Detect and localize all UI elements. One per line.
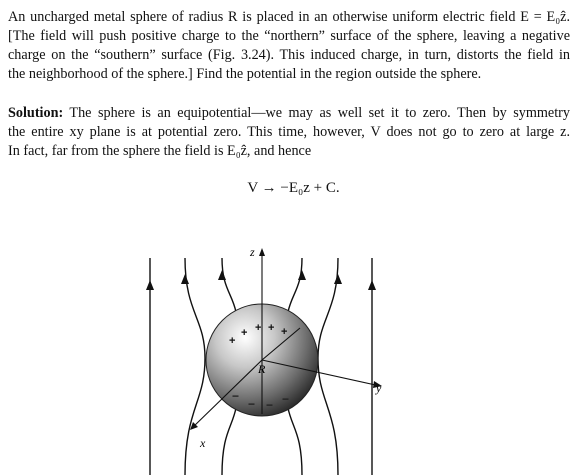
solution-line-1-text: The sphere is an equipotential—we may as well set it to zero. Then by symmetry: [63, 105, 570, 121]
solution-text: [8, 104, 570, 161]
x-axis-label: x: [200, 436, 206, 450]
field-line-right-2: [318, 258, 338, 475]
solution-line-1: [8, 104, 570, 123]
minus-sign: −: [232, 389, 240, 403]
solution-label: Solution:: [8, 105, 64, 121]
plus-sign: +: [281, 326, 288, 338]
arrow-right-2: [334, 274, 342, 284]
plus-sign: +: [229, 335, 236, 347]
problem-line-2: [The field will push positive charge to the “northern” surface of the sphere, leaving a negative: [8, 28, 570, 44]
field-arrows: [146, 270, 376, 290]
arrow-left-3: [218, 270, 226, 280]
equation: V → −E₀z + C.: [247, 180, 340, 196]
y-axis-label: y: [376, 381, 382, 395]
arrow-right-3: [298, 270, 306, 280]
solution-line-3: In fact, far from the sphere the field is E₀ẑ, and hence: [8, 143, 312, 159]
problem-line-3: charge on the “southern” surface (Fig. 3.24). This induced charge, in turn, distorts the field in: [8, 47, 570, 63]
minus-sign: −: [282, 392, 290, 406]
z-axis-label: z: [250, 245, 255, 259]
minus-sign: −: [248, 397, 256, 411]
arrow-left-2: [181, 274, 189, 284]
arrow-far-left: [146, 280, 154, 290]
z-axis-arrow: [259, 248, 265, 256]
sphere-field-figure: [0, 228, 577, 475]
minus-sign: −: [266, 398, 274, 412]
plus-sign: +: [255, 322, 262, 334]
plus-sign: +: [268, 322, 275, 334]
solution-line-2: the entire xy plane is at potential zero. This time, however, V does not go to zero at large z.: [8, 124, 570, 140]
problem-line-1: An uncharged metal sphere of radius R is placed in an otherwise uniform electric field E = E₀ẑ.: [8, 9, 570, 25]
arrow-far-right: [368, 280, 376, 290]
plus-sign: +: [241, 327, 248, 339]
problem-line-4: the neighborhood of the sphere.] Find the potential in the region outside the sphere.: [8, 66, 482, 82]
problem-statement: [8, 8, 570, 84]
radius-label: R: [258, 362, 266, 376]
